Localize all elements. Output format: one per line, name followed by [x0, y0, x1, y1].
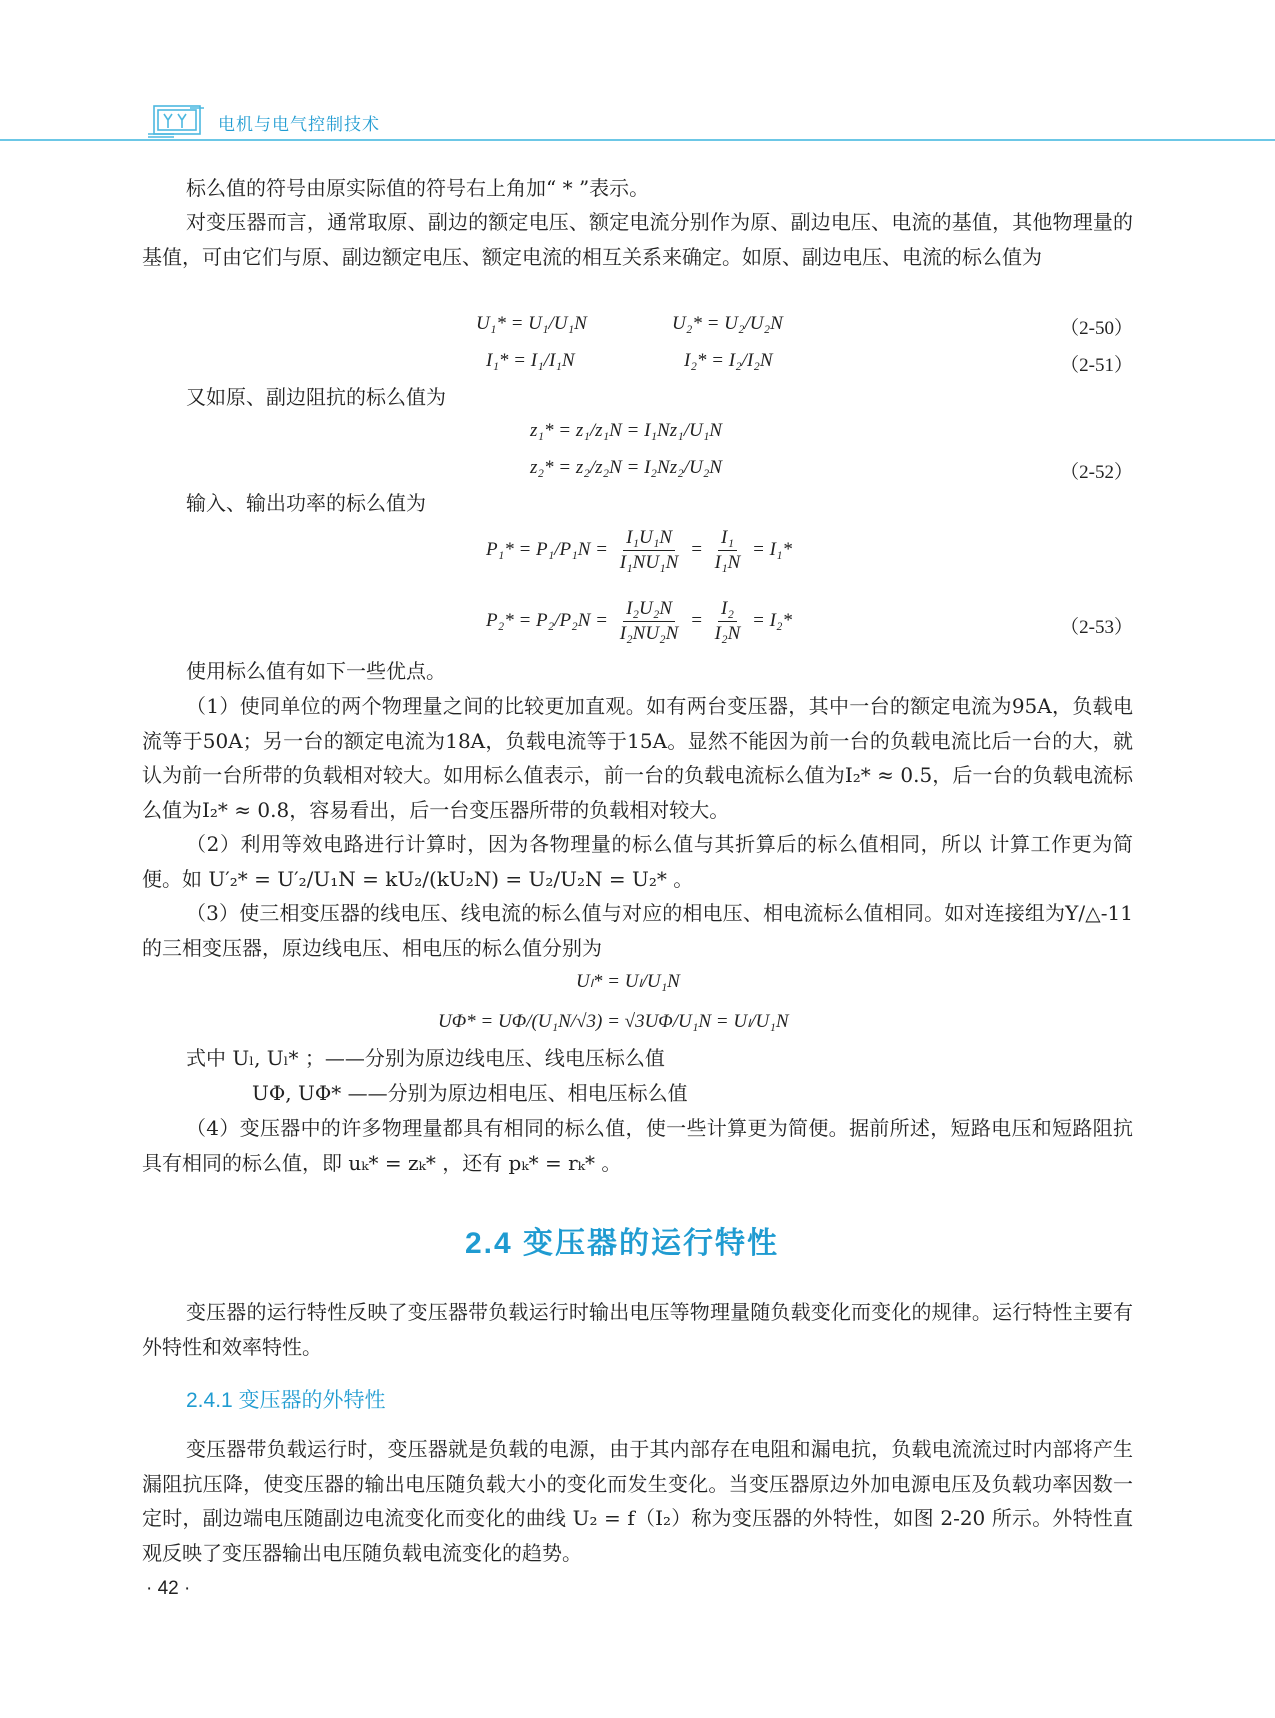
paragraph: （4）变压器中的许多物理量都具有相同的标么值，使一些计算更为简便。据前所述，短路电压和短路阻抗具有相同的标么值，即 uₖ* = zₖ* ，还有 pₖ* = rₖ* 。: [142, 1116, 1133, 1175]
equation-p1: [486, 526, 792, 575]
paragraph: （1）使同单位的两个物理量之间的比较更加直观。如有两台变压器，其中一台的额定电流为95A，负载电流等于50A；另一台的额定电流为18A，负载电流等于15A。显然不能因为前一台的负载电流比后一台的大，就认为前一台所带的负载相对较大。如用标么值表示，前一台的负载电流标么值为I₂* ≈ 0.5，后一台的负载电流标么值为I₂* ≈ 0.8，容易看出，后一台变压器所带的负载相对较大。: [142, 694, 1133, 822]
paragraph: 对变压器而言，通常取原、副边的额定电压、额定电流分别作为原、副边电压、电流的基值，其他物理量的基值，可由它们与原、副边额定电压、额定电流的相互关系来确定。如原、副边电压、电流的标么值为: [142, 210, 1133, 269]
paragraph: UΦ, UΦ* ——分别为原边相电压、相电压标么值: [252, 1081, 688, 1105]
fraction: [712, 597, 744, 646]
paragraph: 变压器带负载运行时，变压器就是负载的电源，由于其内部存在电阻和漏电抗，负载电流流过时内部将产生漏阻抗压降，使变压器的输出电压随负载大小的变化而发生变化。当变压器原边外加电源电压及负载功率因数一定时，副边端电压随副边电流变化而变化的曲线 U₂ = f（I₂）称为变压器的外特性，如图 2-20 所示。外特性直观反映了变压器输出电压随负载电流变化的趋势。: [142, 1437, 1133, 1565]
section-heading: 2.4 变压器的运行特性: [465, 1227, 780, 1260]
numerator: I₁U₁N: [623, 526, 675, 551]
fraction: [617, 526, 682, 575]
paragraph: 式中 Uₗ, Uₗ* ；——分别为原边线电压、线电压标么值: [186, 1046, 665, 1070]
numerator: I₂: [718, 597, 737, 622]
equation-part: = I₂*: [752, 609, 793, 631]
header-divider: [0, 139, 1275, 141]
paragraph: 使用标么值有如下一些优点。: [186, 659, 446, 683]
paragraph: （3）使三相变压器的线电压、线电流的标么值与对应的相电压、相电流标么值相同。如对连接组为Y/△-11 的三相变压器，原边线电压、相电压的标么值分别为: [142, 901, 1133, 960]
equals: =: [690, 538, 703, 560]
fraction: [712, 526, 744, 575]
fraction: [617, 597, 682, 646]
equation-p2: [486, 597, 792, 646]
equation: I₁* = I₁/I₁N: [486, 350, 575, 371]
denominator: I₂NU₂N: [619, 623, 679, 644]
denominator: I₁N: [714, 552, 741, 573]
motor-control-logo-icon: [146, 104, 210, 142]
equation-number: （2-51）: [1060, 355, 1133, 376]
paragraph: 变压器的运行特性反映了变压器带负载运行时输出电压等物理量随负载变化而变化的规律。运行特性主要有外特性和效率特性。: [142, 1300, 1133, 1359]
equation-part: P₂* = P₂/P₂N =: [486, 609, 608, 631]
paragraph: 又如原、副边阻抗的标么值为: [186, 385, 446, 409]
equation: UΦ* = UΦ/(U₁N/√3) = √3UΦ/U₁N = Uₗ/U₁N: [438, 1011, 789, 1032]
equation: z₂* = z₂/z₂N = I₂Nz₂/U₂N: [530, 457, 722, 478]
header-book-title: 电机与电气控制技术: [218, 115, 380, 134]
equation: z₁* = z₁/z₁N = I₁Nz₁/U₁N: [530, 420, 722, 441]
subsection-heading: 2.4.1 变压器的外特性: [186, 1389, 386, 1412]
equation: Uₗ* = Uₗ/U₁N: [576, 971, 680, 992]
equation: I₂* = I₂/I₂N: [684, 350, 773, 371]
paragraph: 标么值的符号由原实际值的符号右上角加“ * ”表示。: [186, 176, 650, 200]
denominator: I₁NU₁N: [619, 552, 679, 573]
equation-number: （2-50）: [1060, 318, 1133, 339]
paragraph: 输入、输出功率的标么值为: [186, 491, 426, 515]
equation: U₂* = U₂/U₂N: [672, 313, 783, 334]
equals: =: [690, 609, 703, 631]
equation-number: （2-53）: [1060, 617, 1133, 638]
paragraph: （2）利用等效电路进行计算时，因为各物理量的标么值与其折算后的标么值相同，所以 计算工作更为简便。如 U′₂* = U′₂/U₁N = kU₂/(kU₂N) = U₂/U₂N = U₂* 。: [142, 832, 1133, 891]
equation-number: （2-52）: [1060, 462, 1133, 483]
equation-part: P₁* = P₁/P₁N =: [486, 538, 608, 560]
numerator: I₂U₂N: [623, 597, 675, 622]
page-number: · 42 ·: [146, 1578, 191, 1599]
denominator: I₂N: [714, 623, 741, 644]
equation: U₁* = U₁/U₁N: [476, 313, 587, 334]
equation-part: = I₁*: [752, 538, 793, 560]
numerator: I₁: [718, 526, 737, 551]
